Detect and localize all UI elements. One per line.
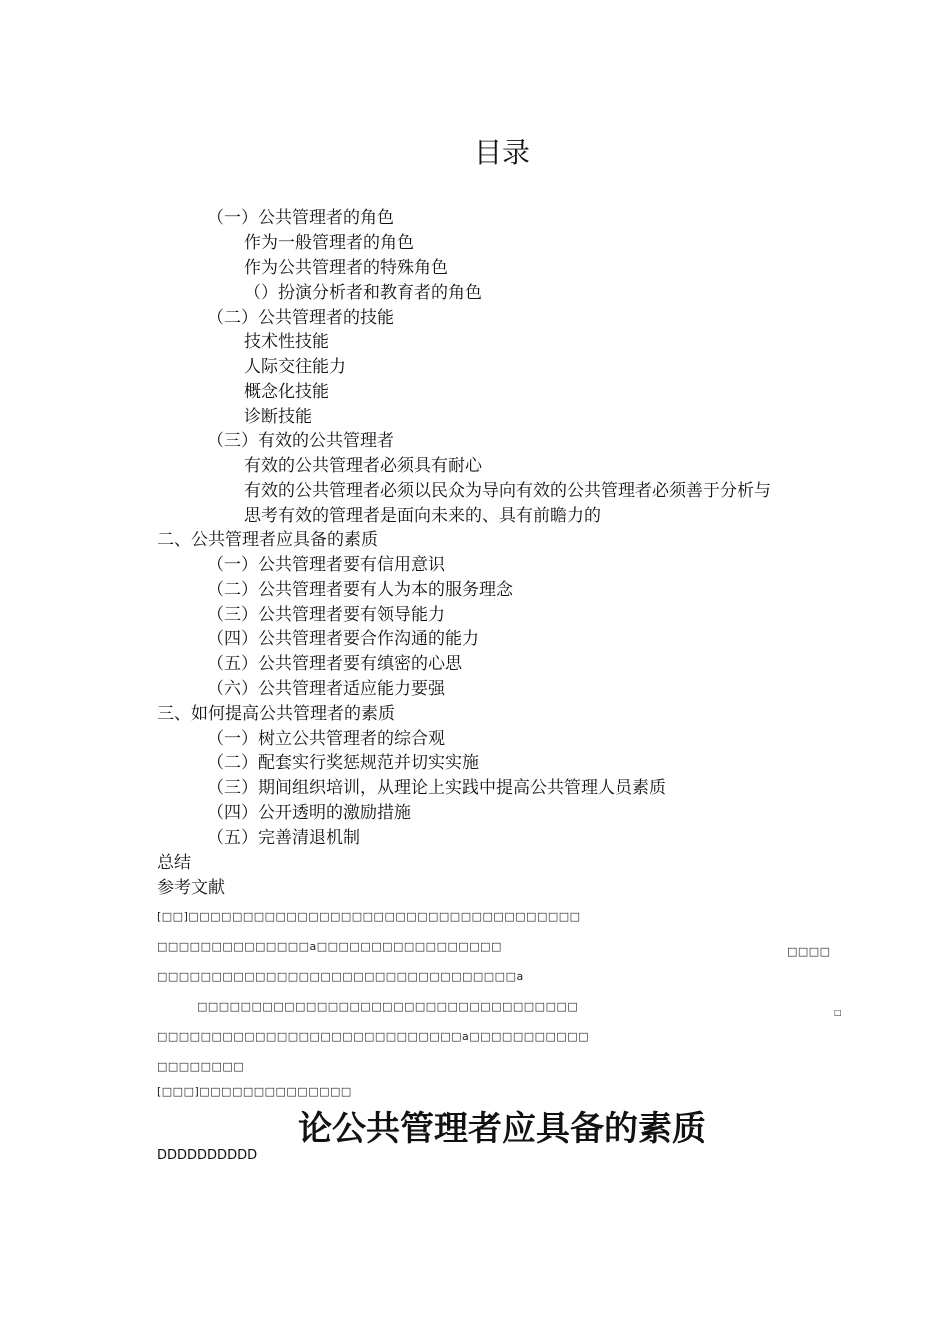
- garbled-line: □□□□: [787, 945, 831, 958]
- toc-entry[interactable]: 参考文献: [157, 878, 225, 898]
- toc-entry[interactable]: （四）公开透明的激励措施: [207, 803, 411, 823]
- garbled-line: □□□□□□□□□□□□□□□□□□□□□□□□□□□□□□□□□□□: [197, 1000, 579, 1013]
- toc-entry[interactable]: 作为一般管理者的角色: [244, 233, 414, 253]
- article-placeholder: DDDDDDDDDD: [157, 1148, 258, 1163]
- toc-entry[interactable]: 作为公共管理者的特殊角色: [244, 258, 448, 278]
- toc-entry[interactable]: 有效的公共管理者必须以民众为导向有效的公共管理者必须善于分析与: [244, 481, 771, 501]
- garbled-line: [□□□]□□□□□□□□□□□□□□: [157, 1085, 352, 1098]
- toc-entry[interactable]: 概念化技能: [244, 382, 329, 402]
- garbled-line: □□□□□□□□□□□□□□□□□□□□□□□□□□□□a□□□□□□□□□□□: [157, 1030, 590, 1043]
- toc-entry[interactable]: （五）公共管理者要有缜密的心思: [207, 654, 462, 674]
- toc-entry[interactable]: （一）公共管理者要有信用意识: [207, 555, 445, 575]
- toc-entry[interactable]: （一）树立公共管理者的综合观: [207, 729, 445, 749]
- toc-entry[interactable]: （三）有效的公共管理者: [207, 431, 394, 451]
- toc-entry[interactable]: （三）期间组织培训，从理论上实践中提高公共管理人员素质: [207, 778, 666, 798]
- toc-entry[interactable]: （六）公共管理者适应能力要强: [207, 679, 445, 699]
- toc-entry[interactable]: 总结: [157, 853, 191, 873]
- toc-entry[interactable]: （二）公共管理者要有人为本的服务理念: [207, 580, 513, 600]
- toc-entry[interactable]: （一）公共管理者的角色: [207, 208, 394, 228]
- toc-entry[interactable]: 思考有效的管理者是面向未来的、具有前瞻力的: [244, 506, 601, 526]
- garbled-line: □□□□□□□□: [157, 1060, 245, 1073]
- garbled-line: □□□□□□□□□□□□□□□□□□□□□□□□□□□□□□□□□a: [157, 970, 524, 983]
- article-title: 论公共管理者应具备的素质: [298, 1109, 706, 1149]
- toc-entry[interactable]: 有效的公共管理者必须具有耐心: [244, 456, 482, 476]
- toc-entry[interactable]: （三）公共管理者要有领导能力: [207, 605, 445, 625]
- garbled-line: [□□]□□□□□□□□□□□□□□□□□□□□□□□□□□□□□□□□□□□□: [157, 910, 581, 923]
- toc-entry[interactable]: （）扮演分析者和教育者的角色: [244, 283, 482, 303]
- toc-entry[interactable]: （二）配套实行奖惩规范并切实实施: [207, 753, 479, 773]
- toc-entry[interactable]: 人际交往能力: [244, 357, 346, 377]
- toc-entry[interactable]: 三、如何提高公共管理者的素质: [157, 704, 395, 724]
- toc-entry[interactable]: （二）公共管理者的技能: [207, 308, 394, 328]
- toc-entry[interactable]: 技术性技能: [244, 332, 329, 352]
- toc-title: 目录: [473, 136, 530, 169]
- garbled-line: □: [834, 1008, 843, 1017]
- toc-entry[interactable]: 二、公共管理者应具备的素质: [157, 530, 378, 550]
- toc-entry[interactable]: （四）公共管理者要合作沟通的能力: [207, 629, 479, 649]
- toc-entry[interactable]: 诊断技能: [244, 407, 312, 427]
- garbled-line: □□□□□□□□□□□□□□a□□□□□□□□□□□□□□□□□: [157, 940, 502, 953]
- toc-entry[interactable]: （五）完善清退机制: [207, 828, 360, 848]
